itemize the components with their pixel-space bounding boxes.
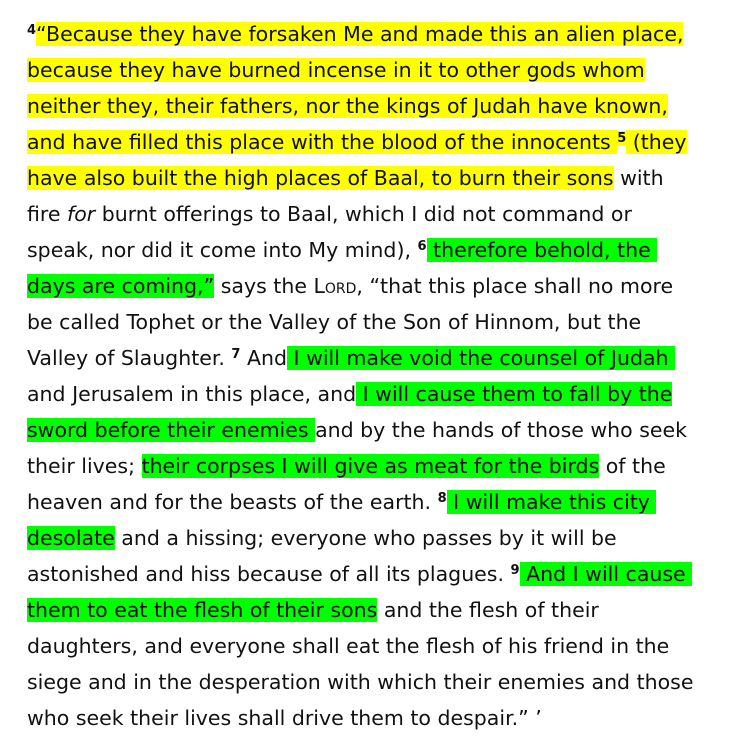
text-segment: daughters, and everyone shall eat the flesh of his friend in the <box>27 634 670 658</box>
text-line <box>27 561 692 587</box>
highlighted-text-green: days are coming,” <box>27 274 215 298</box>
text-segment: siege and in the desperation with which their enemies and those <box>27 670 694 694</box>
text-segment: speak, nor did it come into My mind), <box>27 238 418 262</box>
text-segment: heaven and for the beasts of the earth. <box>27 490 438 514</box>
verse-number: 8 <box>437 491 447 506</box>
highlighted-text-yellow: have also built the high places of Baal, to burn their sons <box>27 166 614 190</box>
text-line <box>27 597 599 623</box>
highlighted-text-yellow: “Because they have forsaken Me and made this an alien place, <box>36 22 684 46</box>
text-line <box>27 669 693 695</box>
text-segment: says the <box>214 274 314 298</box>
text-line <box>27 129 687 155</box>
highlighted-text-green: sword before their enemies <box>27 418 316 442</box>
verse-number: 4 <box>27 23 37 38</box>
text-line <box>27 489 656 515</box>
highlighted-text-green: I will make this city <box>446 490 657 514</box>
verse-number: 9 <box>510 563 520 578</box>
text-segment: of the <box>599 454 666 478</box>
text-line <box>27 453 666 479</box>
highlighted-text-green: I will make void the counsel of Judah <box>287 346 676 370</box>
verse-number: 5 <box>617 131 627 146</box>
text-segment: Lord <box>313 274 357 298</box>
text-segment: their lives; <box>27 454 142 478</box>
text-segment: who seek their lives shall drive them to despair.” ’ <box>27 706 542 730</box>
text-line <box>27 237 657 263</box>
text-segment: , “that this place shall no more <box>356 274 674 298</box>
verse-number: 6 <box>417 239 427 254</box>
text-segment: astonished and hiss because of all its plagues. <box>27 562 511 586</box>
text-segment: burnt offerings to Baal, which I did not command or <box>95 202 632 226</box>
text-segment: and Jerusalem in this place, and <box>27 382 357 406</box>
text-line <box>27 705 542 731</box>
text-line <box>27 93 668 119</box>
text-line <box>27 57 645 83</box>
text-segment: and the flesh of their <box>377 598 599 622</box>
highlighted-text-green: their corpses I will give as meat for the birds <box>141 454 600 478</box>
text-line <box>27 633 669 659</box>
text-line <box>27 165 664 191</box>
highlighted-text-green: And I will cause <box>519 562 693 586</box>
highlighted-text-yellow: and have filled this place with the blood of the innocents <box>27 130 618 154</box>
highlighted-text-yellow: neither they, their fathers, nor the kings of Judah have known, <box>27 94 668 118</box>
text-line <box>27 525 617 551</box>
verse-number: 7 <box>231 347 241 362</box>
highlighted-text-yellow: (they <box>626 130 687 154</box>
text-segment: be called Tophet or the Valley of the Son of Hinnom, but the <box>27 310 642 334</box>
highlighted-text-green: I will cause them to fall by the <box>356 382 673 406</box>
text-segment: fire <box>27 202 68 226</box>
text-segment: And <box>240 346 288 370</box>
text-segment: Valley of Slaughter. <box>27 346 232 370</box>
text-segment: for <box>67 202 96 226</box>
text-line <box>27 21 683 47</box>
text-line <box>27 345 675 371</box>
text-line <box>27 309 641 335</box>
text-segment: with <box>613 166 664 190</box>
text-segment: and a hissing; everyone who passes by it will be <box>114 526 617 550</box>
highlighted-text-green: therefore behold, the <box>426 238 658 262</box>
highlighted-text-green: desolate <box>27 526 115 550</box>
text-line <box>27 381 672 407</box>
text-line <box>27 417 687 443</box>
highlighted-text-yellow: because they have burned incense in it to other gods whom <box>27 58 645 82</box>
text-segment: and by the hands of those who seek <box>315 418 687 442</box>
text-line <box>27 273 673 299</box>
highlighted-text-green: them to eat the flesh of their sons <box>27 598 378 622</box>
text-line <box>27 201 632 227</box>
